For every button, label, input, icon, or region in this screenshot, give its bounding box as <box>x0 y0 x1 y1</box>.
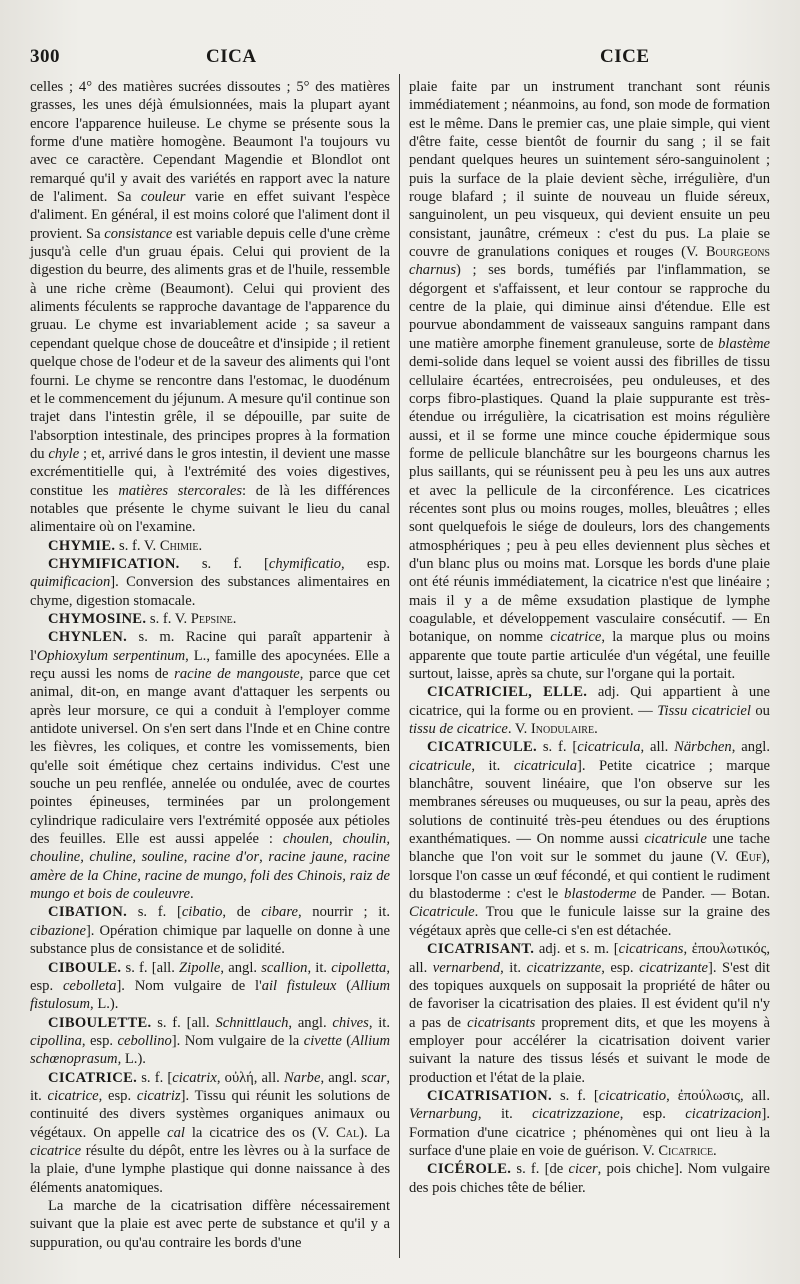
text-run: , it. <box>307 959 332 976</box>
italic-text: cicatrizacion <box>685 1106 762 1123</box>
text-run: , L.). <box>90 996 119 1013</box>
headword: CICÉROLE. <box>427 1161 512 1178</box>
text-run: ou <box>750 702 770 719</box>
italic-text: Vernarbung <box>409 1106 478 1123</box>
entry-cicatriciel <box>409 683 770 738</box>
text-run: s. f. [all. <box>151 1014 216 1031</box>
text-run: , angl. <box>220 959 262 976</box>
italic-text: cibare <box>261 904 298 921</box>
italic-text: chyle <box>48 445 80 462</box>
text-run: ]. Nom vulgaire de l' <box>116 977 262 994</box>
italic-text: blastème <box>718 335 770 352</box>
italic-text: cebollino <box>117 1032 172 1049</box>
page-number: 300 <box>30 46 60 67</box>
text-run: s. f. [de <box>511 1161 569 1178</box>
italic-text: cicatrice <box>550 629 602 646</box>
italic-text: Ophioxylum serpentinum <box>36 647 186 664</box>
italic-text: blastoderme <box>564 886 637 903</box>
text-run: , all. <box>640 739 675 756</box>
italic-text: ail fistuleux <box>261 977 337 994</box>
text-run: ]. Tissu qui réunit les solutions de continuité des divers systèmes organiques animaux ou végétaux. On appelle <box>30 1087 390 1141</box>
italic-text: scallion <box>261 959 308 976</box>
italic-text: cicatrizante <box>639 959 708 976</box>
text-run: ) ; ses bords, tuméfiés par l'inflammation, se dégorgent et s'affaissent, et leur contour se rapproche du centre de la plaie, qui diminue ainsi d'étendue. Elle est pourvue abondamment de vaisseaux sanguins rampant dans une matière amorphe finement granuleuse, sorte de <box>409 262 770 352</box>
headword: CHYMIFICATION. <box>48 555 180 572</box>
cross-reference: Pepsine <box>190 610 233 627</box>
paragraph-chyme-continued <box>30 78 390 537</box>
italic-text: cicatricatio <box>598 1087 667 1104</box>
text-run: , it. <box>471 757 514 774</box>
text-run: ]. S'est dit des topiques auxquels on supposait la propriété de hâter ou de favoriser la cicatrisation des plaies. Il est évident qu'il n'y a pas de <box>409 959 770 1031</box>
page-header <box>30 46 786 72</box>
italic-text: couleur <box>140 189 186 206</box>
italic-text: chives <box>332 1014 369 1031</box>
cross-reference: Chimie <box>159 537 199 554</box>
text-run: s. f. [ <box>536 739 578 756</box>
text-run: ( <box>336 977 352 994</box>
entry-cicatrice <box>30 1069 390 1197</box>
cross-reference: Bourgeons <box>705 244 770 261</box>
paragraph-cicatrisation-process: La marche de la cicatrisation diffère nécessairement suivant que la plaie est avec perte de substance et qu'il y a suppuration, ou qu'au contraire les bords d'une <box>30 1197 390 1251</box>
italic-text: Cicatricule <box>409 904 475 921</box>
cross-reference: Inodulaire <box>530 721 595 738</box>
italic-text: cipolletta <box>331 959 387 976</box>
cross-reference: Cicatrice <box>658 1142 714 1159</box>
italic-text: cicatricule <box>409 757 472 774</box>
entry-ciboule <box>30 959 390 1014</box>
headword: CIBOULE. <box>48 959 122 976</box>
text-run: adj. Qui appartient à une cicatrice, qui la forme ou en provient. — <box>409 684 770 719</box>
italic-text: Zipolle <box>179 959 221 976</box>
italic-text: cicatrix <box>172 1069 217 1086</box>
text-run: est variable depuis celle d'une crème jusqu'à celle d'un gruau épais. Celui qui provient de la digestion du beurre, des aliments gras et de l'huile, ressemble à une riche crème (Beaumont). Celui qui provient des aliments féculents se rapproche davantage de l'apparence du gruau. Le chyme est invariablement acide ; sa saveur a cependant quelque chose de douceâtre et d'insipide ; il retient quelque chose de l'odeur et de la saveur des aliments qui l'ont fourni. Le chyme se rencontre dans l'estomac, le duodénum et le commencement du jéjunum. A mesure qu'il continue son trajet dans l'intestin grêle, il se dépouille, par suite de l'absorption intestinale, des principes propres à la formation du <box>30 225 390 462</box>
italic-text: cicer <box>568 1161 598 1178</box>
text-run: ]. Nom vulgaire de la <box>171 1032 304 1049</box>
text-run: ]. Opération chimique par laquelle on donne à une substance plus de consistance et de solidité. <box>30 922 390 958</box>
headword: CICATRISANT. <box>427 941 535 958</box>
text-run: demi-solide dans lequel se voient aussi des fibrilles de tissu cellulaire écartées, entrecroisées, peu onduleuses, et des corps fibro-plastiques. Quand la plaie suppurante est très-étendue ou irrégulière, la cicatrisation est moins régulière aussi, et il se forme une mince couche épidermique sous forme de pellicule blanchâtre sur les bourgeons charnus les plus saillants, qui se réunissent peu à peu les uns aux autres et avec la pellicule de la circonférence. Les cicatrices récentes sont plus ou moins rouges, molles, bleuâtres ; elles sont quelquefois le siége de douleurs, lors des changements atmosphériques ; peu à peu elles deviennent plus sèches et d'un blanc plus ou moins mat. Lorsque les bords d'une plaie ont été réunis immédiatement, la cicatrice n'est que linéaire ; mais il y a de même exsudation plastique de lymphe coagulable, et développement vasculaire consécutif. — En botanique, on nomme <box>409 354 770 646</box>
text-run: ; et, arrivé dans le gros intestin, il devient une masse excrémentitielle qui, à l'extrémité des voies digestives, constitue les <box>30 445 390 499</box>
italic-text: cicatrizzazione <box>532 1106 620 1123</box>
text-run: s. m. Racine qui paraît appartenir à l' <box>30 629 390 664</box>
text-run: s. f. V. <box>115 537 160 554</box>
text-run: , pois chiche]. Nom vulgaire des pois chiches tête de bélier. <box>409 1161 770 1196</box>
text-run: ]. Formation d'une cicatrice ; phénomènes qui ont lieu à la surface d'une plaie en voie de guérison. V. <box>409 1106 770 1159</box>
text-run: s. f. [ <box>127 904 182 921</box>
entry-chynlen <box>30 628 390 903</box>
italic-text: cicatrizzante <box>526 959 602 976</box>
entry-cicerole <box>409 1160 770 1197</box>
text-run: celles ; 4° des matières sucrées dissoutes ; 5° des matières grasses, les unes déjà émulsionnées, mais la plupart ayant encore l'apparence huileuse. Le chyme se présente sous la forme d'une matière homogène. Beaumont l'a toujours vu avec ce caractère. Cependant Magendie et Blondlot ont remarqué qu'il y avait des variétés en rapport avec la nature de l'aliment. Sa <box>30 79 390 206</box>
text-run: , angl. <box>288 1014 333 1031</box>
italic-text: cicatrice <box>47 1087 99 1104</box>
text-run: , de <box>222 904 262 921</box>
text-run: , it. <box>368 1014 390 1031</box>
italic-text: cicatricans <box>618 941 684 958</box>
text-run: s. f. V. <box>146 610 191 627</box>
italic-text: cibatio <box>181 904 223 921</box>
italic-text: chymificatio <box>268 555 342 572</box>
text-run: . V. <box>507 721 531 738</box>
italic-text: cebolleta <box>62 977 117 994</box>
italic-text: scar <box>361 1069 387 1086</box>
headword: CICATRISATION. <box>427 1087 552 1104</box>
italic-text: vernarbend <box>432 959 501 976</box>
headword: CHYMIE. <box>48 537 116 554</box>
text-run: , ἐπουλωτικός, all. <box>409 941 770 976</box>
text-run: proprement dits, et que les moyens à employer pour accélérer la cicatrisation doivent varier suivant la nature des tissus lésés et suivant le mode de production et l'état de la plaie. <box>409 1014 770 1086</box>
paragraph-cicatrice-continued <box>409 78 770 683</box>
text-run: s. f. [all. <box>121 959 180 976</box>
text-run: s. f. [ <box>137 1069 173 1086</box>
text-run: , esp. <box>341 555 390 572</box>
italic-text: Narbe <box>283 1069 321 1086</box>
italic-text: consistance <box>104 225 173 242</box>
text-run: , angl. <box>320 1069 362 1086</box>
column-divider <box>399 74 400 1258</box>
text-run: adj. et s. m. [ <box>534 941 619 958</box>
entry-chymie <box>30 537 390 555</box>
headword: CICATRICULE. <box>427 739 537 756</box>
italic-text: cibazione <box>30 922 86 939</box>
text-run: , it. <box>500 959 527 976</box>
left-column <box>30 78 390 1252</box>
italic-text: Schnittlauch <box>215 1014 289 1031</box>
entry-cicatrisation <box>409 1087 770 1160</box>
left-running-head: CICA <box>206 46 257 67</box>
italic-text: Allium fistulosum <box>30 977 390 1013</box>
text-run: . <box>189 886 194 903</box>
text-run: , it. <box>30 1069 390 1104</box>
entry-chymification <box>30 555 390 610</box>
italic-text: Allium schœnoprasum <box>30 1032 390 1068</box>
text-run: . <box>232 610 237 627</box>
italic-text: cicatricula <box>577 739 641 756</box>
text-run: une tache blanche que l'on voit sur le sommet du jaune (V. <box>409 831 770 866</box>
text-run: , it. <box>477 1106 533 1123</box>
italic-text: racine jaune, racine amère de la Chine, racine de mungo, foli des Chinois, raiz de mungo et bois de couleuvre <box>30 849 391 903</box>
text-run: , esp. <box>601 959 640 976</box>
italic-text: matières stercorales <box>118 482 243 499</box>
text-run: ). La <box>359 1124 390 1141</box>
text-run: de Pander. — Botan. <box>636 886 770 903</box>
italic-text: cipollina <box>30 1032 82 1049</box>
right-column <box>409 78 770 1197</box>
italic-text: Tissu cicatriciel <box>657 702 751 719</box>
text-run: plaie faite par un instrument tranchant sont réunis immédiatement ; néanmoins, au fond, son mode de formation est le même. Dans le premier cas, une plaie simple, qui vient d'être faite, cesse bientôt de fournir du sang ; il se fait pendant quelques heures un suintement séro-sanguinolent ; puis la surface de la plaie devient sèche, irrégulière, d'un rouge blafard ; il suinte de nouveau un fluide séreux, sanguinolent, un peu visqueux, qui devient ensuite un peu consistant, jaunâtre, crémeux : c'est du pus. La plaie se couvre de granulations coniques et rouges (V. <box>409 79 770 261</box>
text-run: , L.). <box>117 1051 146 1068</box>
headword: CHYNLEN. <box>48 629 128 646</box>
entry-cicatricule <box>409 738 770 940</box>
text-run: , οὐλή, all. <box>216 1069 284 1086</box>
italic-text: cicatrisants <box>467 1014 536 1031</box>
italic-text: cicatriz <box>136 1087 181 1104</box>
cross-reference: Cal <box>336 1124 360 1141</box>
text-run: , ἐπούλωσις, all. <box>666 1087 770 1104</box>
headword: CHYMOSINE. <box>48 610 147 627</box>
cross-reference: Œuf <box>735 849 762 866</box>
text-run: , <box>259 849 269 866</box>
italic-text: racine d'or <box>192 849 260 866</box>
italic-text: racine de mangouste <box>174 666 300 682</box>
italic-text: cicatrice <box>30 1142 82 1159</box>
italic-text: civette <box>303 1032 342 1049</box>
headword: CIBOULETTE. <box>48 1014 152 1031</box>
text-run: , angl. <box>731 739 770 756</box>
text-run: . <box>198 537 203 554</box>
text-run: s. f. [ <box>551 1087 599 1104</box>
headword: CICATRICIEL, ELLE. <box>427 684 588 701</box>
italic-text: charnus <box>409 262 457 279</box>
text-run: ]. Petite cicatrice ; marque blanchâtre, souvent linéaire, que l'on observe sur les membranes séreuses ou muqueuses, ou sur la peau, après des solutions de continuité très-peu étendues ou des éruptions exanthématiques. — On nomme aussi <box>409 757 771 848</box>
headword: CIBATION. <box>48 904 128 921</box>
entry-cibation <box>30 903 390 958</box>
italic-text: tissu de cicatrice <box>409 721 508 738</box>
text-run: ), lorsque l'on casse un œuf fécondé, et qui contient le rudiment du blastoderme : c'est le <box>409 849 770 903</box>
entry-ciboulette <box>30 1014 390 1069</box>
italic-text: cicatricula <box>513 757 578 774</box>
text-run: s. f. [ <box>179 555 269 572</box>
text-run: varie en effet suivant l'espèce d'aliment. En général, il est moins coloré que l'aliment dont il provient. Sa <box>30 189 391 242</box>
entry-chymosine <box>30 610 390 628</box>
text-run: . Trou que le funicule laisse sur la graine des végétaux après que celle-ci s'en est détachée. <box>409 904 770 939</box>
text-run: ( <box>341 1032 352 1049</box>
text-run: : de là les différences notables que présente le chyme suivant le lieu du canal alimentaire où on l'examine. <box>30 482 390 536</box>
text-run: . <box>594 721 598 738</box>
text-run: résulte du dépôt, entre les lèvres ou à la surface de la plaie, d'une lymphe plastique qui donne naissance à des éléments anatomiques. <box>30 1142 390 1196</box>
headword: CICATRICE. <box>48 1069 138 1086</box>
text-run: , parce que cet animal, dit-on, en mange avant d'attaquer les serpents ou après leur morsure, ce qui a conduit à l'employer comme antidote universel. On s'en sert dans l'Inde et en Chine contre les fièvres, les coliques, et contre les vomissements, bien qu'elle soit émétique chez certains individus. C'est une souche un peu renflée, annelée ou ondulée, avec de courtes pointes épineuses, terminées par un prolongement cylindrique radiculaire vers l'extrémité opposée aux pétioles des feuilles. Elle est aussi appelée : <box>30 666 391 848</box>
text-run: ]. Conversion des substances alimentaires en chyme, digestion stomacale. <box>30 574 390 609</box>
text-run: . <box>713 1142 717 1159</box>
text-run: , esp. <box>30 959 390 994</box>
text-run: , esp. <box>81 1032 118 1049</box>
entry-cicatrisant <box>409 940 770 1087</box>
text-run: , <box>183 849 193 866</box>
italic-text: choulen, choulin, chouline, chuline, souline <box>30 831 391 866</box>
italic-text: cal <box>167 1124 185 1141</box>
text-run: , esp. <box>98 1087 137 1104</box>
italic-text: Närbchen <box>674 739 732 756</box>
text-run: , L., famille des apocynées. Elle a reçu aussi les noms de <box>30 647 390 682</box>
text-run: , nourrir ; it. <box>297 904 390 921</box>
text-run: , esp. <box>619 1106 686 1123</box>
right-running-head: CICE <box>600 46 650 67</box>
text-run: la cicatrice des os (V. <box>184 1124 337 1141</box>
text-run: , la marque plus ou moins apparente que toute partie articulée d'un végétal, une feuille surtout, laisse, après sa chute, sur l'organe qui la portait. <box>409 629 770 682</box>
italic-text: quimificacion <box>30 574 111 591</box>
italic-text: cicatricule <box>644 831 707 848</box>
